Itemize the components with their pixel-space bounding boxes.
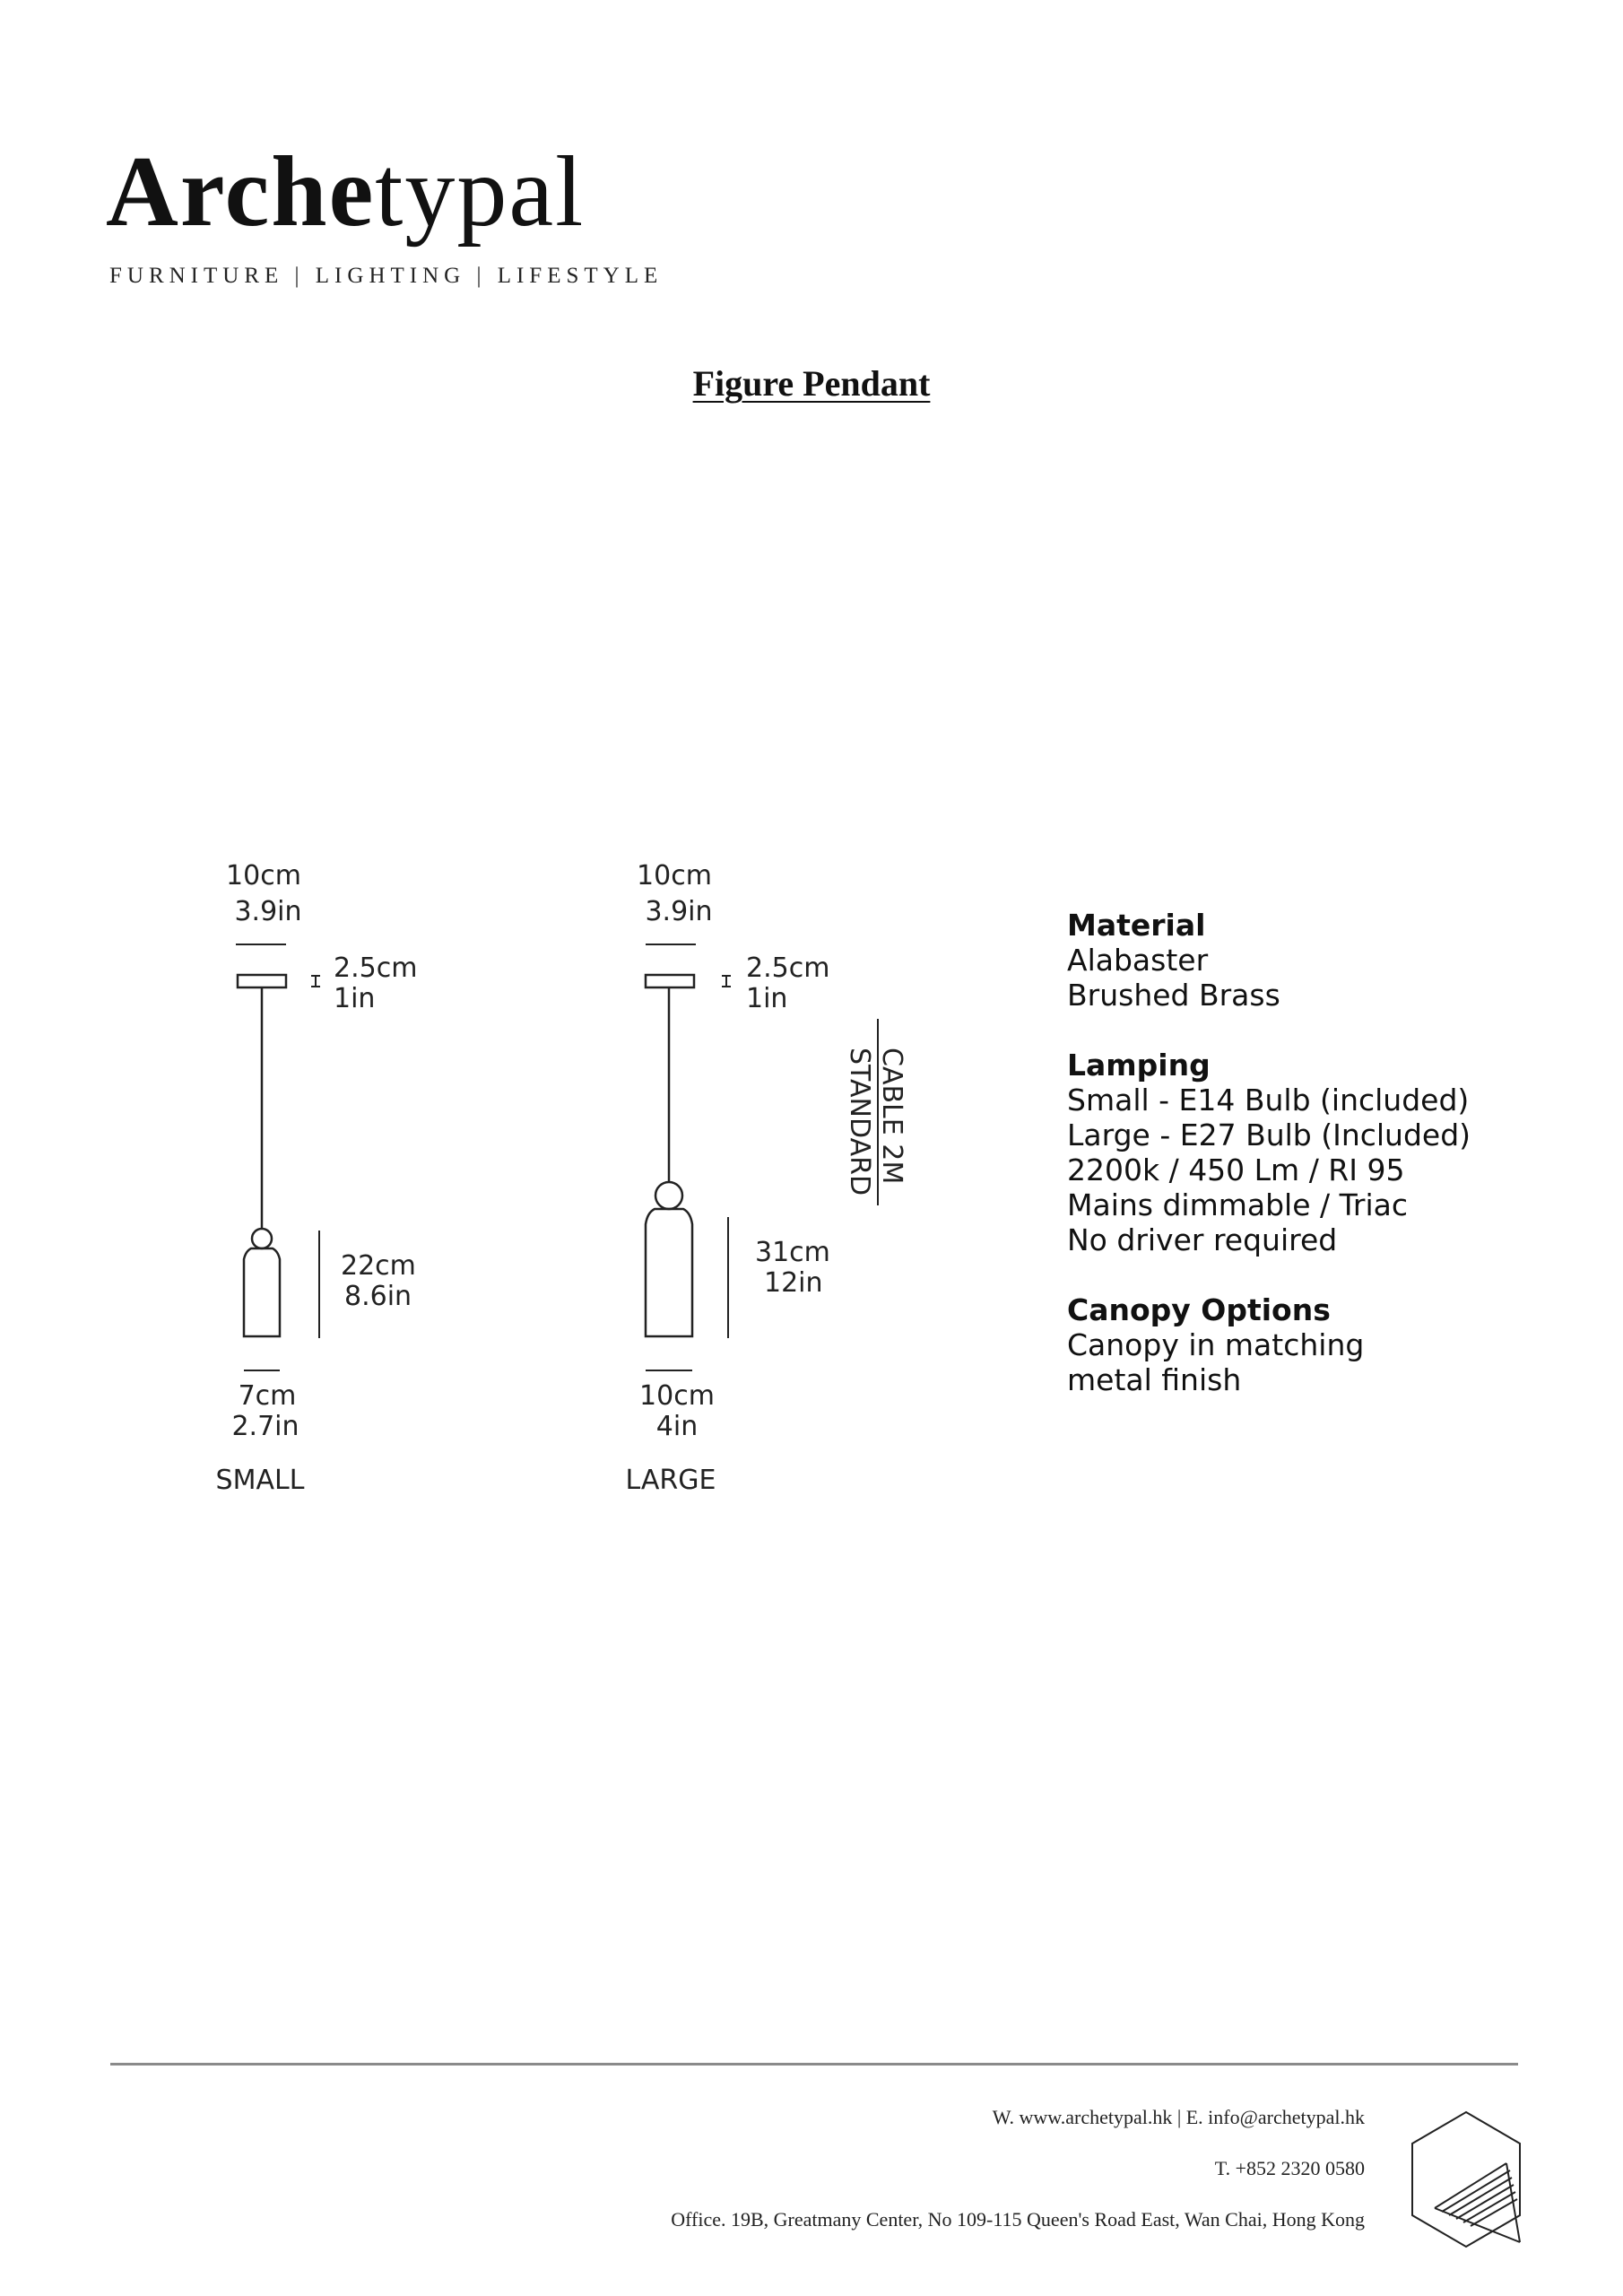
brand-tagline: FURNITURE | LIGHTING | LIFESTYLE — [109, 264, 664, 288]
material-item: Alabaster — [1067, 943, 1209, 978]
small-shade-width-cm: 7cm — [238, 1380, 297, 1412]
large-canopy — [646, 975, 694, 987]
large-shade-height-cm: 31cm — [755, 1237, 830, 1268]
small-size-label: SMALL — [215, 1465, 305, 1496]
canopy-option-item: Canopy in matching — [1067, 1327, 1365, 1362]
small-shade — [244, 1248, 280, 1336]
lamping-item: Mains dimmable / Triac — [1067, 1187, 1409, 1222]
page-title-text: Figure Pendant — [692, 363, 931, 404]
small-canopy — [238, 975, 286, 987]
lamping-item: Large - E27 Bulb (Included) — [1067, 1118, 1471, 1152]
footer-web-email: W. www.archetypal.hk | E. info@archetypal.hk — [992, 2106, 1365, 2128]
small-shade-height-cm: 22cm — [341, 1250, 416, 1282]
small-shade-width-in: 2.7in — [231, 1411, 299, 1442]
footer-office-address: Office. 19B, Greatmany Center, No 109-115 Queen's Road East, Wan Chai, Hong Kong — [671, 2208, 1365, 2231]
logo-bold-text: Arche — [106, 136, 376, 248]
large-canopy-width-cm: 10cm — [637, 860, 712, 891]
footer-phone: T. +852 2320 0580 — [1214, 2157, 1365, 2179]
specifications-panel — [1067, 908, 1533, 1397]
small-canopy-height-cm: 2.5cm — [334, 952, 418, 984]
small-canopy-width-in: 3.9in — [234, 896, 302, 927]
lamping-item: No driver required — [1067, 1222, 1338, 1257]
cable-length-line2: STANDARD — [844, 1048, 875, 1196]
cable-length-label — [843, 1048, 907, 1196]
large-ball — [655, 1182, 682, 1209]
large-shade — [646, 1209, 692, 1336]
lamping-heading: Lamping — [1067, 1048, 1211, 1083]
small-shade-height-in: 8.6in — [344, 1281, 412, 1312]
small-canopy-width-cm: 10cm — [226, 860, 301, 891]
large-canopy-height-in: 1in — [746, 983, 788, 1014]
logo-light-text: typal — [375, 136, 586, 248]
large-size-label: LARGE — [625, 1465, 716, 1496]
large-canopy-height-cm: 2.5cm — [746, 952, 830, 984]
lamping-item: Small - E14 Bulb (included) — [1067, 1083, 1470, 1118]
large-shade-width-cm: 10cm — [639, 1380, 715, 1412]
canopy-option-item: metal finish — [1067, 1362, 1242, 1397]
material-heading: Material — [1067, 908, 1206, 943]
footer-divider — [110, 2063, 1518, 2066]
large-canopy-width-in: 3.9in — [645, 896, 713, 927]
material-item: Brushed Brass — [1067, 978, 1280, 1013]
canopy-options-heading: Canopy Options — [1067, 1292, 1331, 1327]
large-shade-height-in: 12in — [764, 1267, 823, 1299]
cable-length-line1: CABLE 2M — [876, 1048, 907, 1185]
small-canopy-height-in: 1in — [334, 983, 376, 1014]
lamping-item: 2200k / 450 Lm / RI 95 — [1067, 1152, 1405, 1187]
brand-hexagon-icon — [1399, 2108, 1533, 2260]
small-ball — [252, 1229, 272, 1248]
large-shade-width-in: 4in — [655, 1411, 699, 1442]
